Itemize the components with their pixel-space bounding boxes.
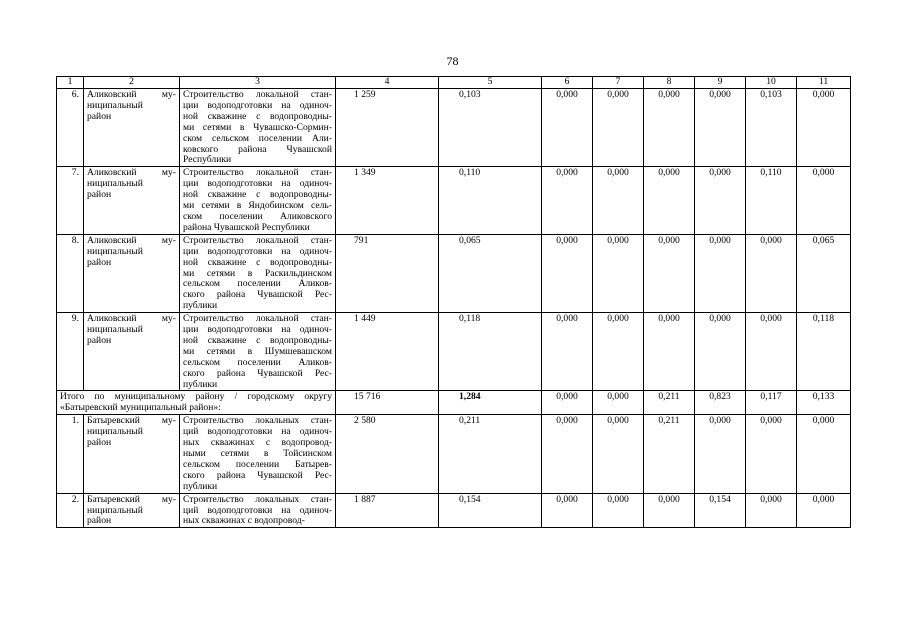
text-line: публики (183, 378, 218, 390)
text-line: ми сетями в Шумшевашском (183, 345, 332, 357)
text-line: ными сетями в Тойсинском (183, 448, 332, 459)
project-cell (180, 234, 336, 312)
year-value-cell: 0,000 (695, 89, 746, 167)
text-line: Итого по муниципальному району / городскому округу (60, 391, 332, 403)
district-cell (84, 89, 180, 167)
year-value-cell: 0,000 (593, 493, 644, 528)
text-line: ми сетями в Раскильдинском (183, 267, 332, 279)
text-line: Строительство локальных стан- (183, 493, 332, 505)
text-line: ной скважине с водопроводны- (183, 189, 332, 201)
row-index: 9. (57, 313, 84, 391)
cost-cell: 1 887 (336, 493, 439, 528)
text-line: ной скважине с водопроводны- (183, 110, 332, 122)
text-line: Батыревский му- (87, 415, 176, 427)
cost-cell: 1 349 (336, 167, 439, 234)
year-value-cell: 0,000 (797, 493, 851, 528)
total-year-value-cell: 0,133 (797, 391, 851, 415)
column-number: 3 (180, 77, 336, 89)
text-line: Аликовский му- (87, 234, 176, 246)
text-line: ции водоподготовки на одиноч- (183, 245, 332, 257)
text-line: сельском поселении Аликов- (183, 356, 332, 368)
year-value-cell: 0,000 (797, 415, 851, 493)
text-line: ского района Чувашской Рес- (183, 289, 332, 301)
text-line: района Чувашской Республики (183, 221, 310, 233)
investment-table (56, 76, 851, 528)
year-value-cell: 0,000 (695, 313, 746, 391)
text-line: ций водоподготовки на одиноч- (183, 426, 332, 438)
text-line: Строительство локальной стан- (183, 313, 332, 325)
project-cell (180, 313, 336, 391)
table-row (57, 167, 851, 234)
year-value-cell: 0,000 (542, 234, 593, 312)
total-year-value-cell: 0,000 (542, 391, 593, 415)
column-number: 11 (797, 77, 851, 89)
row-index: 1. (57, 415, 84, 493)
text-line: ниципальный (87, 99, 143, 111)
text-line: ных скважинах с водопровод- (183, 515, 305, 527)
table-row (57, 415, 851, 493)
year-value-cell: 0,000 (644, 313, 695, 391)
year-value-cell: 0,103 (746, 89, 797, 167)
column-number: 6 (542, 77, 593, 89)
text-line: Аликовский му- (87, 167, 176, 179)
text-line: ниципальный (87, 245, 143, 257)
text-line: ниципальный (87, 324, 143, 336)
text-line: публики (183, 480, 218, 492)
total-year-value-cell: 0,117 (746, 391, 797, 415)
total-year-value-cell: 0,823 (695, 391, 746, 415)
year-value-cell: 0,000 (593, 167, 644, 234)
total-row (57, 391, 851, 415)
district-cell (84, 167, 180, 234)
year-value-cell: 0,000 (593, 89, 644, 167)
row-index: 7. (57, 167, 84, 234)
year-value-cell: 0,000 (644, 234, 695, 312)
text-line: ского района Чувашской Рес- (183, 367, 332, 379)
year-value-cell: 0,000 (695, 167, 746, 234)
text-line: ском поселении Аликовского (183, 210, 332, 222)
capacity-cell: 0,065 (439, 234, 542, 312)
year-value-cell: 0,154 (695, 493, 746, 528)
text-line: ми сетями в Яндобинском сель- (183, 200, 332, 212)
row-index: 8. (57, 234, 84, 312)
year-value-cell: 0,000 (797, 167, 851, 234)
text-line: ском сельском поселении Али- (183, 132, 332, 144)
text-line: сельском поселении Аликов- (183, 278, 332, 290)
text-line: ми сетями в Чувашско-Сормин- (183, 121, 332, 133)
year-value-cell: 0,000 (644, 167, 695, 234)
total-year-value-cell: 0,000 (593, 391, 644, 415)
text-line: район (87, 437, 112, 449)
project-cell (180, 415, 336, 493)
district-cell (84, 234, 180, 312)
text-line: Республики (183, 154, 232, 166)
year-value-cell: 0,000 (644, 89, 695, 167)
capacity-cell: 0,110 (439, 167, 542, 234)
column-number: 10 (746, 77, 797, 89)
table-row (57, 313, 851, 391)
text-line: Строительство локальной стан- (183, 167, 332, 179)
year-value-cell: 0,000 (746, 313, 797, 391)
table-row (57, 234, 851, 312)
text-line: ной скважине с водопроводны- (183, 256, 332, 268)
project-cell (180, 167, 336, 234)
total-cost-cell: 15 716 (336, 391, 439, 415)
capacity-cell: 0,118 (439, 313, 542, 391)
year-value-cell: 0,211 (644, 415, 695, 493)
text-line: район (87, 110, 112, 122)
total-capacity-cell: 1,284 (439, 391, 542, 415)
column-number: 5 (439, 77, 542, 89)
capacity-cell: 0,103 (439, 89, 542, 167)
text-line: район (87, 189, 112, 201)
cost-cell: 1 449 (336, 313, 439, 391)
year-value-cell: 0,000 (593, 415, 644, 493)
text-line: «Батыревский муниципальный район»: (60, 402, 221, 414)
year-value-cell: 0,000 (797, 89, 851, 167)
column-number: 2 (84, 77, 180, 89)
text-line: сельском поселении Батырев- (183, 458, 332, 470)
text-line: ной скважине с водопроводны- (183, 334, 332, 346)
text-line: ниципальный (87, 426, 143, 438)
year-value-cell: 0,110 (746, 167, 797, 234)
project-cell (180, 493, 336, 528)
text-line: публики (183, 300, 218, 312)
project-cell (180, 89, 336, 167)
page-number: 78 (446, 54, 459, 68)
year-value-cell: 0,000 (542, 415, 593, 493)
capacity-cell: 0,154 (439, 493, 542, 528)
text-line: ций водоподготовки на одиноч- (183, 504, 332, 516)
column-number: 4 (336, 77, 439, 89)
text-line: ции водоподготовки на одиноч- (183, 178, 332, 190)
year-value-cell: 0,000 (542, 313, 593, 391)
district-cell (84, 313, 180, 391)
year-value-cell: 0,000 (644, 493, 695, 528)
year-value-cell: 0,000 (695, 234, 746, 312)
text-line: ниципальный (87, 178, 143, 190)
capacity-cell: 0,211 (439, 415, 542, 493)
column-number: 9 (695, 77, 746, 89)
text-line: ковского района Чувашской (183, 143, 332, 155)
text-line: ции водоподготовки на одиноч- (183, 99, 332, 111)
text-line: район (87, 256, 112, 268)
district-cell (84, 493, 180, 528)
text-line: район (87, 515, 112, 527)
cost-cell: 791 (336, 234, 439, 312)
year-value-cell: 0,118 (797, 313, 851, 391)
year-value-cell: 0,000 (746, 493, 797, 528)
text-line: ского района Чувашской Рес- (183, 469, 332, 481)
text-line: Батыревский му- (87, 493, 176, 505)
year-value-cell: 0,065 (797, 234, 851, 312)
year-value-cell: 0,000 (746, 234, 797, 312)
year-value-cell: 0,000 (695, 415, 746, 493)
text-line: район (87, 334, 112, 346)
row-index: 6. (57, 89, 84, 167)
text-line: ниципальный (87, 504, 143, 516)
year-value-cell: 0,000 (746, 415, 797, 493)
year-value-cell: 0,000 (542, 493, 593, 528)
year-value-cell: 0,000 (542, 89, 593, 167)
column-number: 8 (644, 77, 695, 89)
year-value-cell: 0,000 (542, 167, 593, 234)
column-number: 7 (593, 77, 644, 89)
year-value-cell: 0,000 (593, 313, 644, 391)
district-cell (84, 415, 180, 493)
table-row (57, 493, 851, 528)
table-row (57, 89, 851, 167)
cost-cell: 2 580 (336, 415, 439, 493)
total-year-value-cell: 0,211 (644, 391, 695, 415)
text-line: ных скважинах с водопровод- (183, 437, 332, 449)
text-line: Аликовский му- (87, 89, 176, 100)
row-index: 2. (57, 493, 84, 528)
total-label-cell (57, 391, 336, 415)
text-line: Строительство локальной стан- (183, 234, 332, 246)
text-line: Аликовский му- (87, 313, 176, 325)
column-number: 1 (57, 77, 84, 89)
column-number-row (57, 77, 851, 89)
text-line: ции водоподготовки на одиноч- (183, 324, 332, 336)
year-value-cell: 0,000 (593, 234, 644, 312)
text-line: Строительство локальных стан- (183, 415, 332, 427)
text-line: Строительство локальной стан- (183, 89, 332, 100)
cost-cell: 1 259 (336, 89, 439, 167)
